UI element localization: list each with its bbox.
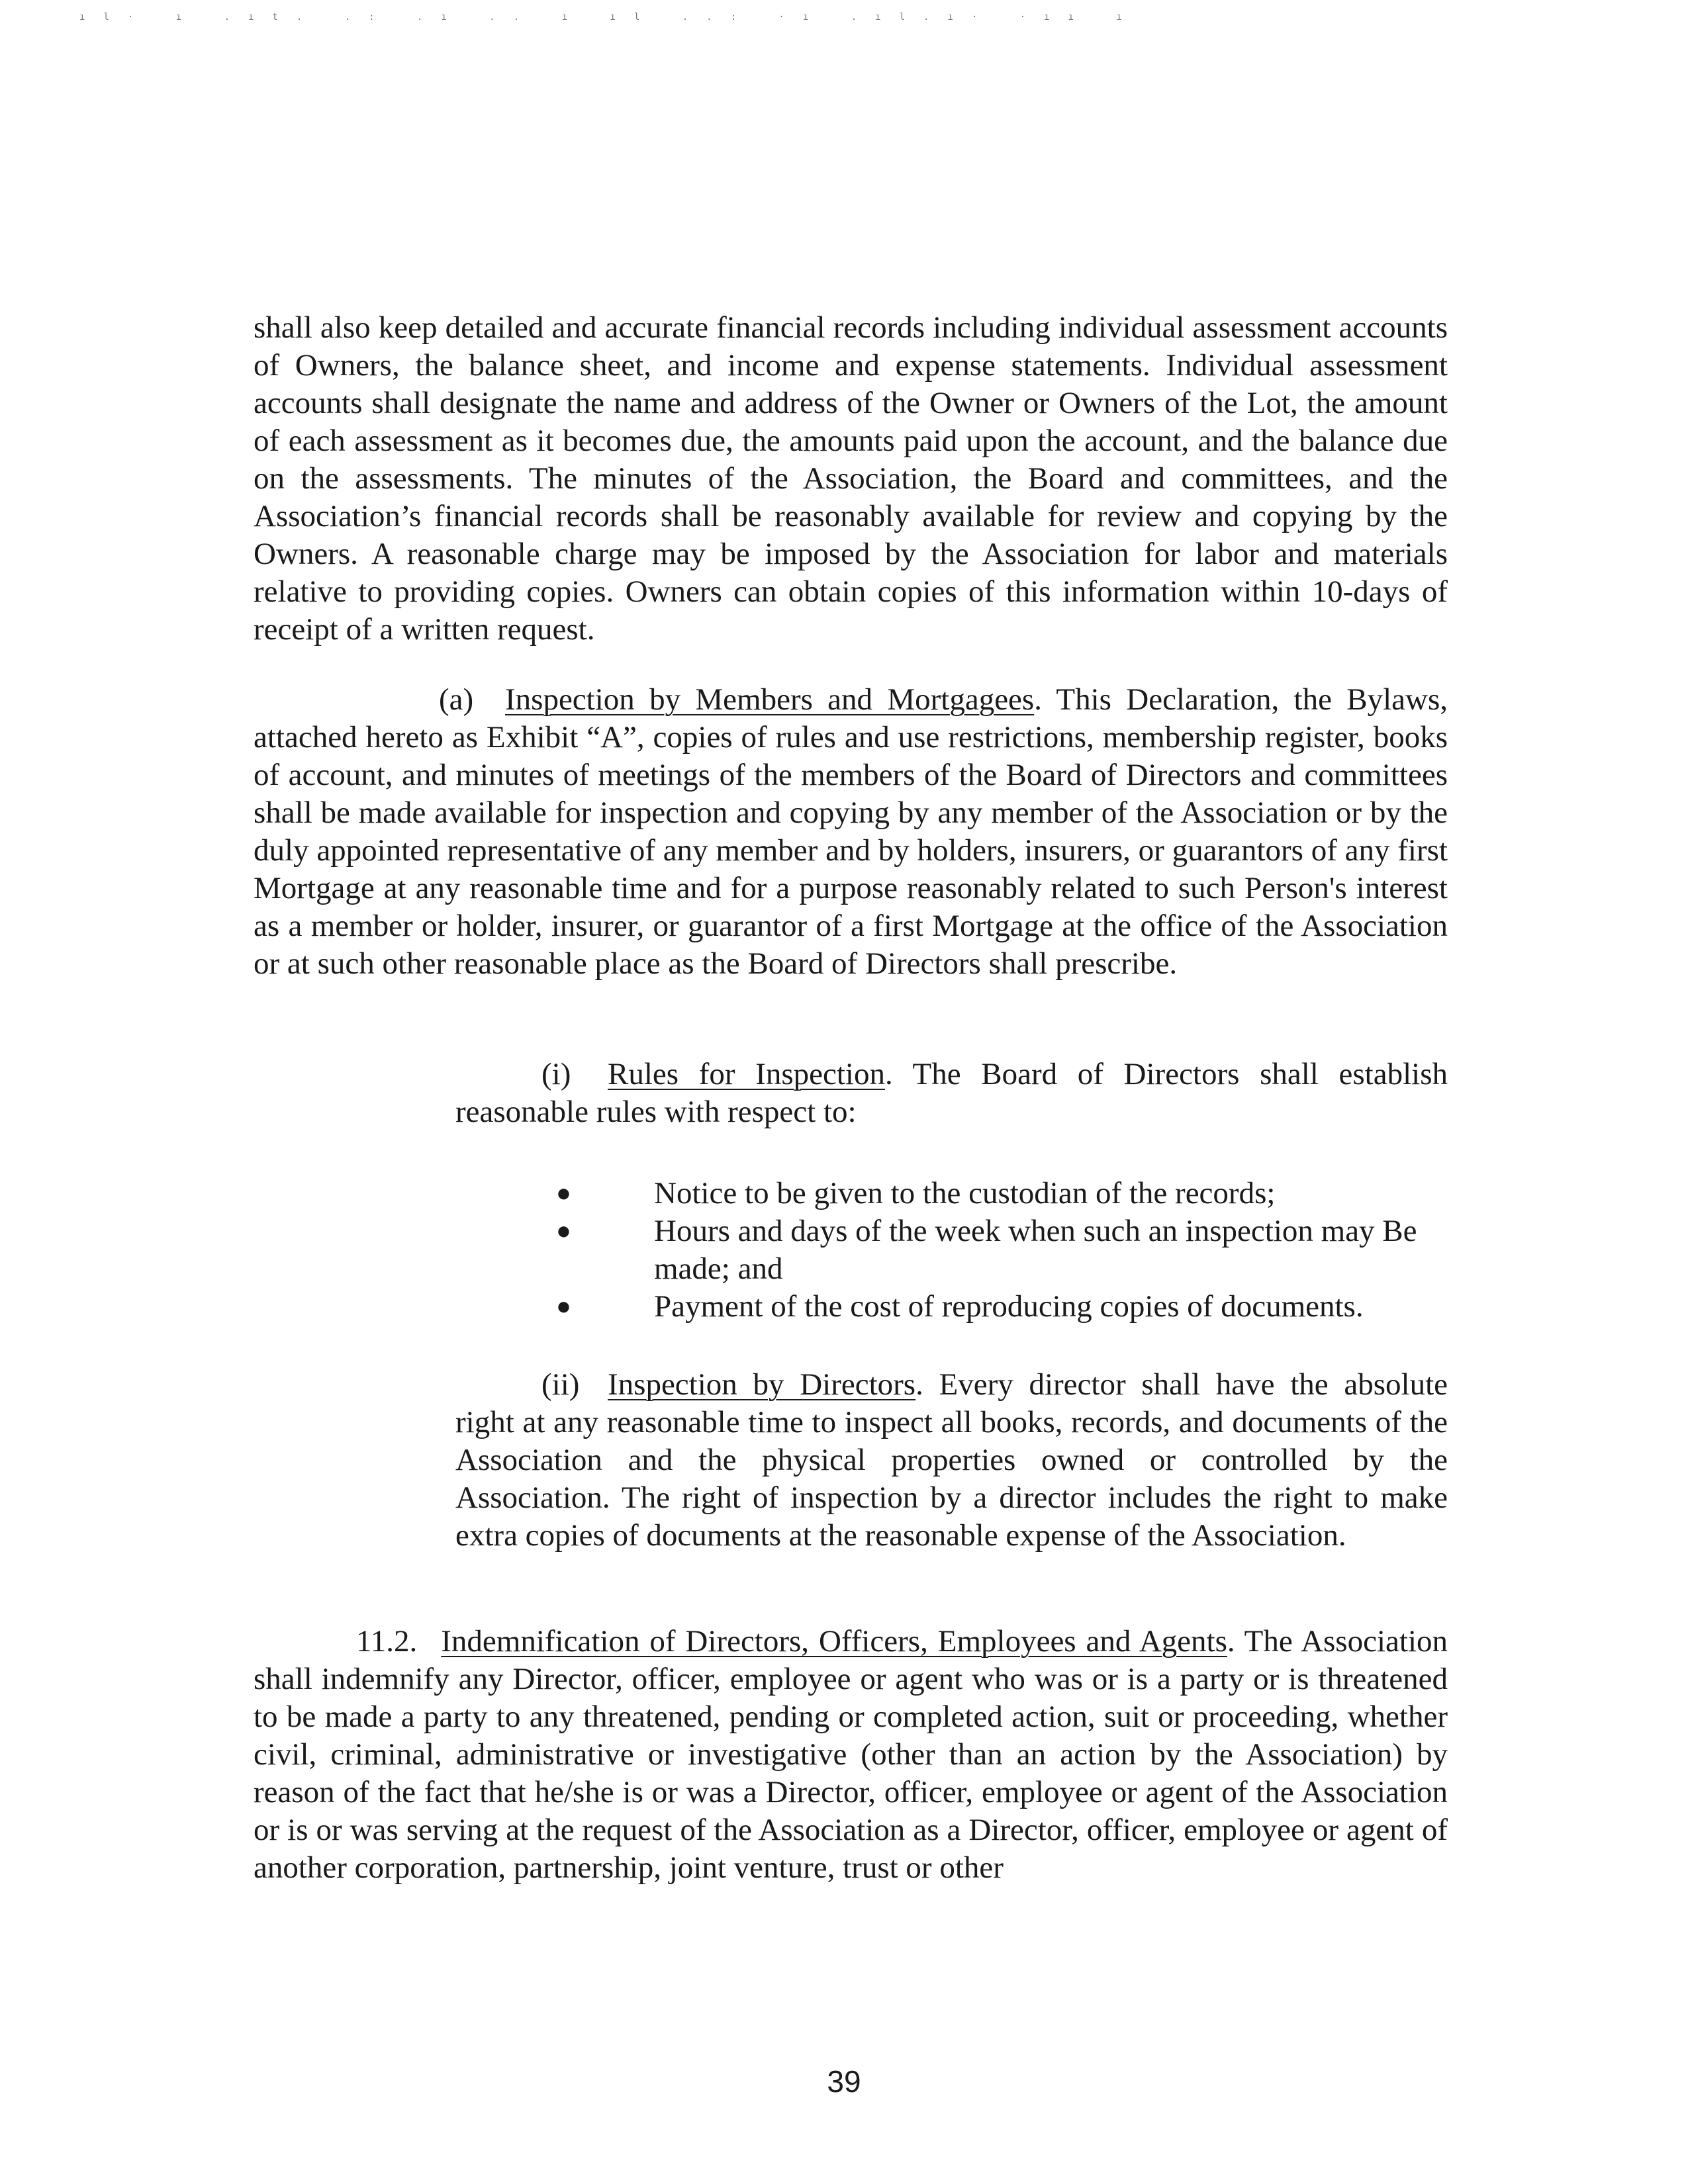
section-a-body: . This Declaration, the Bylaws, attached hereto as Exhibit “A”, copies of rules and use restrictions, membership register, books of account, and minutes of meetings of the members of the Board of Directors and committees shall be made available for inspection and copying by any member of the Association or by the duly appointed representative of any member and by holders, insurers, or guarantors of any first Mortgage at any reasonable time and for a purpose reasonably related to such Person's interest as a member or holder, insurer, or guarantor of a first Mortgage at the office of the Association or at such other reasonable place as the Board of Directors shall prescribe. xyxy=(254,682,1448,981)
section-11-2-paragraph xyxy=(254,1623,1448,1887)
opening-paragraph: shall also keep detailed and accurate financial records including individual assessment accounts of Owners, the balance sheet, and income and expense statements. Individual assessment accounts shall designate the name and address of the Owner or Owners of the Lot, the amount of each assessment as it becomes due, the amounts paid upon the account, and the balance due on the assessments. The minutes of the Association, the Board and committees, and the Association’s financial records shall be reasonably available for review and copying by the Owners. A reasonable charge may be imposed by the Association for labor and materials relative to providing copies. Owners can obtain copies of this information within 10-days of receipt of a written request. xyxy=(254,310,1448,647)
list-item xyxy=(543,1212,1435,1288)
section-a-heading: Inspection by Members and Mortgagees xyxy=(505,682,1035,717)
section-ii-heading: Inspection by Directors xyxy=(608,1367,916,1402)
list-item-text: Notice to be given to the custodian of the records; xyxy=(654,1176,1276,1210)
section-a-number: (a) xyxy=(439,682,474,717)
list-item-text: Payment of the cost of reproducing copies of documents. xyxy=(654,1289,1364,1324)
section-11-2-heading: Indemnification of Directors, Officers, Employees and Agents xyxy=(441,1624,1227,1659)
section-i-paragraph xyxy=(455,1056,1448,1131)
section-ii-paragraph xyxy=(455,1366,1448,1555)
section-i-heading: Rules for Inspection xyxy=(608,1057,885,1091)
section-ii-body: . Every director shall have the absolute right at any reasonable time to inspect all books, records, and documents of the Association and the physical properties owned or controlled by the Association. The right of inspection by a director includes the right to make extra copies of documents at the reasonable expense of the Association. xyxy=(455,1367,1448,1553)
section-a-paragraph xyxy=(254,681,1448,983)
section-i-body: . The Board of Directors shall establish reasonable rules with respect to: xyxy=(455,1057,1448,1129)
bullet-icon: ● xyxy=(556,1179,571,1207)
section-i-number: (i) xyxy=(541,1057,571,1091)
list-item xyxy=(543,1175,1470,1212)
list-item xyxy=(543,1288,1470,1326)
list-item-text: Hours and days of the week when such an inspection may Be made; and xyxy=(654,1214,1417,1286)
bullet-icon: ● xyxy=(556,1217,571,1245)
section-11-2-number: 11.2. xyxy=(356,1624,418,1659)
section-11-2-body: . The Association shall indemnify any Director, officer, employee or agent who was or is a party or is threatened to be made a party to any threatened, pending or completed action, suit or proceeding, whether civil, criminal, administrative or investigative (other than an action by the Association) by reason of the fact that he/she is or was a Director, officer, employee or agent of the Association or is or was serving at the request of the Association as a Director, officer, employee or agent of another corporation, partnership, joint venture, trust or other xyxy=(254,1624,1448,1885)
page-number: 39 xyxy=(827,2064,861,2099)
bullet-icon: ● xyxy=(556,1293,571,1320)
scan-artifact-header: ıl· ı .ıt. .: .ı .. ı ıl ..: ·ı .ıl.ı· ·ıı ı xyxy=(79,12,1141,23)
inspection-rules-list xyxy=(543,1175,1470,1326)
section-ii-number: (ii) xyxy=(541,1367,580,1402)
